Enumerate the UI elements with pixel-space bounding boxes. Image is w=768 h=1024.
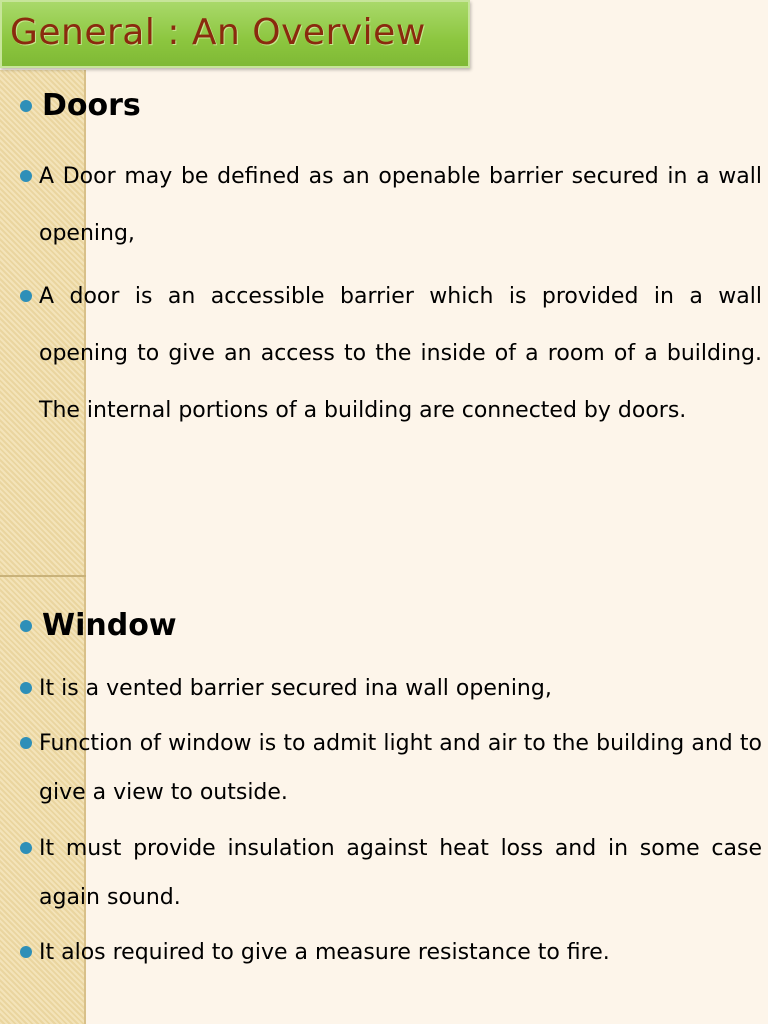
list-item <box>20 824 762 922</box>
list-item-text: It must provide insulation against heat loss and in some case again sound. <box>39 836 762 910</box>
bullet-icon <box>20 290 32 302</box>
list-item <box>20 664 762 713</box>
slide-title: General : An Overview <box>10 12 426 53</box>
window-heading-text: Window <box>42 608 177 643</box>
list-item <box>20 148 762 262</box>
bullet-icon <box>20 170 32 182</box>
list-item <box>20 268 762 496</box>
doors-heading-text: Doors <box>42 88 141 123</box>
list-item-text: It alos required to give a measure resistance to fire. <box>39 940 610 965</box>
bullet-icon <box>20 946 32 958</box>
list-item <box>20 928 762 977</box>
list-item-text: It is a vented barrier secured ina wall opening, <box>39 676 552 701</box>
bullet-icon <box>20 620 32 632</box>
title-banner <box>0 0 470 68</box>
list-item <box>20 719 762 817</box>
list-item-text: A door is an accessible barrier which is provided in a wall opening to give an access to the inside of a room of a building. The internal portions of a building are connected by doors. <box>39 284 762 423</box>
bullet-icon <box>20 100 32 112</box>
strip-divider <box>0 575 86 577</box>
bullet-icon <box>20 842 32 854</box>
list-item-text: Function of window is to admit light and air to the building and to give a view to outside. <box>39 731 762 805</box>
bullet-icon <box>20 682 32 694</box>
list-item-text: A Door may be defined as an openable barrier secured in a wall opening, <box>39 164 762 246</box>
bullet-icon <box>20 737 32 749</box>
